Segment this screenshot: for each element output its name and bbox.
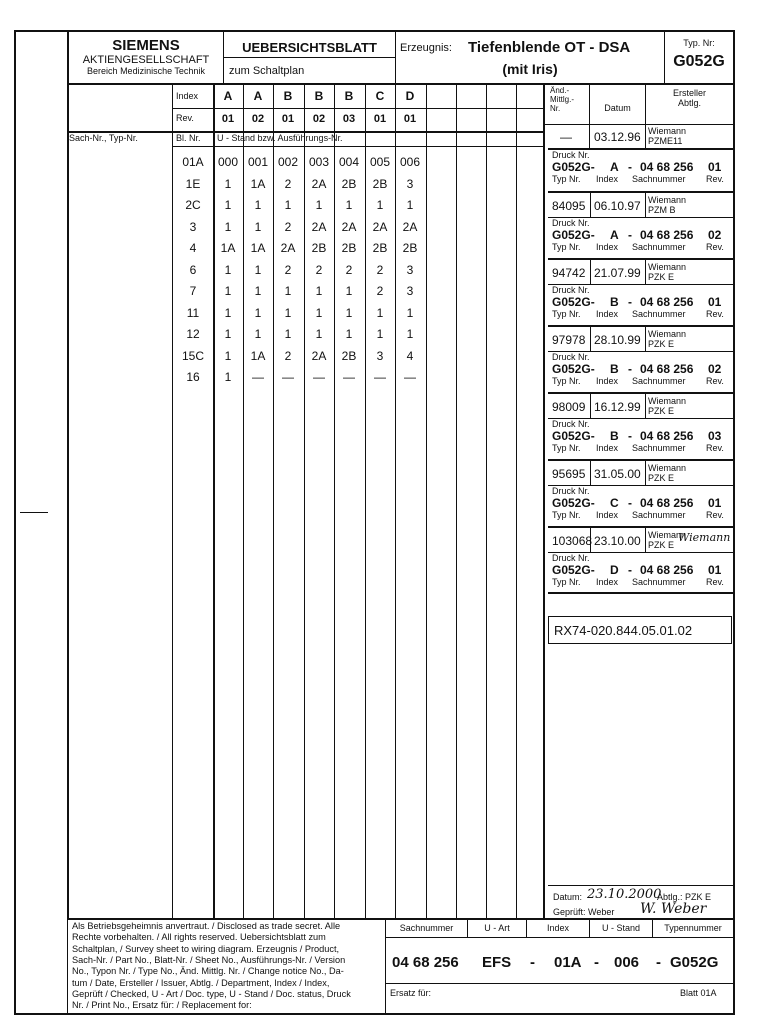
col-sachnummer: Sachnummer xyxy=(399,923,454,933)
ustand-cell: 2 xyxy=(284,219,292,234)
ustand-cell: 1 xyxy=(376,198,384,212)
ustand-cell: 2 xyxy=(315,262,323,277)
sheet-number: 2C xyxy=(185,198,201,212)
change-entry xyxy=(548,392,734,419)
change-issuer: Wiemann PZME11 xyxy=(648,126,687,146)
ustand-cell: 1 xyxy=(224,219,232,234)
druck-sach: 04 68 256 xyxy=(640,563,694,577)
abtlg-bottom: Abtlg.: PZK E xyxy=(657,892,712,902)
change-issuer: Wiemann PZK E xyxy=(648,463,687,483)
sub-typ-label: Typ Nr. xyxy=(552,376,581,386)
ustand-cell: 1A xyxy=(220,241,236,255)
rev-cell: 01 xyxy=(373,113,387,125)
ustand-cell: 1 xyxy=(224,348,232,363)
sub-typ-label: Typ Nr. xyxy=(552,577,581,587)
company-name: SIEMENS xyxy=(112,37,180,54)
change-entry xyxy=(548,124,734,148)
ustand-cell: 1 xyxy=(254,284,262,298)
sub-typ-label: Typ Nr. xyxy=(552,174,581,184)
ustand-cell: 2B xyxy=(402,241,418,255)
legal-line: Rechte vorbehalten. / All rights reserved. Uebersichtsblatt zum xyxy=(72,932,326,943)
rev-cell: 01 xyxy=(221,113,235,125)
sheet-number: 3 xyxy=(189,219,197,234)
ustand-cell: 2 xyxy=(284,348,292,363)
ustand-cell: 2A xyxy=(372,219,388,234)
val-uart: EFS xyxy=(482,954,512,971)
ustand-cell: 1 xyxy=(284,327,292,341)
ustand-cell: 1 xyxy=(376,327,384,341)
ustand-cell: 2 xyxy=(345,262,353,277)
sheet-number: 15C xyxy=(181,348,204,363)
change-date: 28.10.99 xyxy=(594,333,641,347)
ustand-cell: 2A xyxy=(280,241,296,255)
sub-typ-label: Typ Nr. xyxy=(552,242,581,252)
ustand-cell: 2A xyxy=(402,219,418,234)
ustand-cell: 000 xyxy=(217,155,239,169)
rev-label: Rev. xyxy=(176,113,194,123)
druck-index: B xyxy=(610,429,619,443)
ustand-cell: 1 xyxy=(224,198,232,212)
druck-typ: G052G- xyxy=(552,496,595,510)
ustand-cell: 2A xyxy=(311,219,327,234)
ustand-cell: 2B xyxy=(341,176,357,191)
change-issuer: Wiemann PZK E xyxy=(648,396,687,416)
ustand-cell: 1 xyxy=(254,262,262,277)
bl-nr-label: Bl. Nr. xyxy=(176,133,201,143)
sub-rev-label: Rev. xyxy=(706,242,724,252)
sheet-number: 16 xyxy=(186,370,200,384)
druck-rev: 01 xyxy=(708,295,722,309)
wiemann-signature: Wiemann xyxy=(678,531,731,544)
print-number-block xyxy=(548,417,734,457)
sub-index-label: Index xyxy=(596,242,619,252)
druck-rev: 02 xyxy=(708,228,722,242)
druck-dash: - xyxy=(628,429,632,443)
ustand-cell: 1 xyxy=(345,198,353,212)
aend-label: Änd.- Mittlg.- Nr. xyxy=(550,86,574,113)
ustand-cell: — xyxy=(404,370,416,384)
druck-index: A xyxy=(610,228,619,242)
sub-rev-label: Rev. xyxy=(706,443,724,453)
ustand-cell: 006 xyxy=(399,155,421,169)
rev-cell: 02 xyxy=(251,113,265,125)
ustand-cell: 1A xyxy=(250,176,266,191)
ustand-cell: 3 xyxy=(376,348,384,363)
col-ustand: U - Stand xyxy=(601,923,641,933)
druck-typ: G052G- xyxy=(552,563,595,577)
print-number-block xyxy=(548,216,734,256)
sub-sach-label: Sachnummer xyxy=(632,242,686,252)
druck-rev: 01 xyxy=(708,563,722,577)
change-entry xyxy=(548,191,734,218)
change-issuer: Wiemann PZM B xyxy=(648,195,687,215)
ustand-cell: 2A xyxy=(341,219,357,234)
sub-index-label: Index xyxy=(596,577,619,587)
druck-label: Druck Nr. xyxy=(552,553,590,563)
change-date: 03.12.96 xyxy=(594,130,641,144)
change-date: 23.10.00 xyxy=(594,534,641,548)
val-ustand: 006 xyxy=(614,954,640,971)
sheet-number: 4 xyxy=(189,241,197,255)
druck-index: D xyxy=(610,563,619,577)
sub-rev-label: Rev. xyxy=(706,174,724,184)
sub-rev-label: Rev. xyxy=(706,376,724,386)
datum-label: Datum xyxy=(604,103,631,113)
val-sachnummer: 04 68 256 xyxy=(392,954,459,971)
datum-bottom-label: Datum: xyxy=(553,892,583,902)
type-label: Typ. Nr: xyxy=(683,38,715,48)
ustand-cell: 1 xyxy=(254,305,262,320)
druck-sach: 04 68 256 xyxy=(640,295,694,309)
change-number: 97978 xyxy=(552,333,586,347)
druck-dash: - xyxy=(628,496,632,510)
sub-sach-label: Sachnummer xyxy=(632,577,686,587)
ustand-cell: 1 xyxy=(345,327,353,341)
ustand-cell: 1 xyxy=(315,284,323,298)
change-issuer: Wiemann PZK E xyxy=(648,262,687,282)
ustand-cell: 2 xyxy=(376,284,384,298)
department: Bereich Medizinische Technik xyxy=(87,66,205,76)
sheet-number: 12 xyxy=(186,327,200,341)
druck-label: Druck Nr. xyxy=(552,486,590,496)
ustand-cell: 1A xyxy=(250,241,266,255)
change-number: 84095 xyxy=(552,199,586,213)
ustand-cell: 1 xyxy=(345,305,353,320)
druck-typ: G052G- xyxy=(552,429,595,443)
change-number: 98009 xyxy=(552,400,586,414)
druck-sach: 04 68 256 xyxy=(640,362,694,376)
druck-dash: - xyxy=(628,228,632,242)
druck-sach: 04 68 256 xyxy=(640,160,694,174)
print-number-block xyxy=(548,283,734,323)
sheet-number: 7 xyxy=(189,284,197,298)
ustand-cell: 3 xyxy=(406,176,414,191)
index-cell: B xyxy=(344,89,354,103)
legal-line: No., Typon Nr. / Type No., Änd. Mittlg. Nr. / Change notice No., Da- xyxy=(72,966,344,977)
sub-sach-label: Sachnummer xyxy=(632,309,686,319)
change-number: 94742 xyxy=(552,266,586,280)
sub-index-label: Index xyxy=(596,376,619,386)
legal-line: Als Betriebsgeheimnis anvertraut. / Disclosed as trade secret. Alle xyxy=(72,921,341,931)
druck-rev: 01 xyxy=(708,496,722,510)
index-cell: A xyxy=(223,89,233,103)
sub-sach-label: Sachnummer xyxy=(632,510,686,520)
druck-typ: G052G- xyxy=(552,362,595,376)
druck-rev: 01 xyxy=(708,160,722,174)
change-number: 103068 xyxy=(552,534,593,548)
druck-dash: - xyxy=(628,563,632,577)
legal-line: Nr. / Print No., Ersatz für: / Replacement for: xyxy=(72,1000,252,1011)
doc-title: UEBERSICHTSBLATT xyxy=(242,40,377,55)
ustand-cell: 1 xyxy=(284,198,292,212)
datum-bottom-value: 23.10.2000 xyxy=(587,887,662,902)
type-value: G052G xyxy=(673,53,725,70)
ustand-cell: 2 xyxy=(376,262,384,277)
print-number-block xyxy=(548,148,734,188)
change-entry xyxy=(548,459,734,486)
change-date: 31.05.00 xyxy=(594,467,641,481)
legal-line: tum / Date, Ersteller / Issuer, Abtlg. / Department, Index / Index, xyxy=(72,977,330,988)
ustand-cell: — xyxy=(252,370,264,384)
ustand-cell: 1 xyxy=(224,262,232,277)
dash-1: - xyxy=(530,954,535,971)
ustand-cell: 1 xyxy=(406,327,414,341)
ustand-cell: 2 xyxy=(284,262,292,277)
druck-typ: G052G- xyxy=(552,160,595,174)
druck-label: Druck Nr. xyxy=(552,285,590,295)
druck-dash: - xyxy=(628,295,632,309)
ustand-cell: 1A xyxy=(250,348,266,363)
druck-dash: - xyxy=(628,160,632,174)
sub-index-label: Index xyxy=(596,174,619,184)
rx-code: RX74-020.844.05.01.02 xyxy=(554,623,693,638)
ersteller-label: Ersteller Abtlg. xyxy=(672,88,706,108)
col-uart: U - Art xyxy=(484,923,510,933)
druck-index: A xyxy=(610,160,619,174)
ustand-cell: 1 xyxy=(284,305,292,320)
doc-subtitle: zum Schaltplan xyxy=(229,65,305,77)
ustand-cell: — xyxy=(282,370,294,384)
ersatz-label: Ersatz für: xyxy=(390,988,432,998)
druck-label: Druck Nr. xyxy=(552,352,590,362)
sub-typ-label: Typ Nr. xyxy=(552,510,581,520)
sub-sach-label: Sachnummer xyxy=(632,443,686,453)
druck-sach: 04 68 256 xyxy=(640,429,694,443)
rev-cell: 01 xyxy=(403,113,417,125)
index-cell: A xyxy=(253,89,263,103)
dash-2: - xyxy=(594,954,599,971)
change-issuer: Wiemann PZK E xyxy=(648,329,687,349)
druck-sach: 04 68 256 xyxy=(640,496,694,510)
ustand-cell: 4 xyxy=(406,348,414,363)
ustand-cell: 3 xyxy=(406,262,414,277)
sub-rev-label: Rev. xyxy=(706,577,724,587)
ustand-cell: 1 xyxy=(315,198,323,212)
druck-index: B xyxy=(610,362,619,376)
ustand-cell: 003 xyxy=(308,155,330,169)
change-date: 06.10.97 xyxy=(594,199,641,213)
ustand-cell: 1 xyxy=(224,176,232,191)
change-issuer: Wiemann PZK E xyxy=(648,530,687,550)
change-entry xyxy=(548,258,734,285)
ustand-cell: 1 xyxy=(254,219,262,234)
rev-cell: 03 xyxy=(342,113,356,125)
index-cell: B xyxy=(283,89,293,103)
ustand-cell: 005 xyxy=(369,155,391,169)
ustand-cell: 2B xyxy=(372,176,388,191)
ustand-cell: 2A xyxy=(311,348,327,363)
rx-code-box xyxy=(548,616,732,644)
index-label: Index xyxy=(176,91,199,101)
sub-rev-label: Rev. xyxy=(706,309,724,319)
change-date: 21.07.99 xyxy=(594,266,641,280)
druck-rev: 02 xyxy=(708,362,722,376)
ustand-cell: 1 xyxy=(254,327,262,341)
index-cell: C xyxy=(375,89,385,103)
sheet-number: 1E xyxy=(185,176,201,191)
rev-cell: 02 xyxy=(312,113,326,125)
ustand-cell: 1 xyxy=(315,327,323,341)
blatt-number: Blatt 01A xyxy=(680,988,717,998)
sheet-number: 6 xyxy=(189,262,197,277)
ustand-cell: — xyxy=(313,370,325,384)
geprueft-label: Geprüft: Weber xyxy=(553,907,615,917)
sheet-number: 01A xyxy=(182,155,204,169)
ustand-cell: 2B xyxy=(372,241,388,255)
ustand-cell: 1 xyxy=(284,284,292,298)
ustand-cell: 3 xyxy=(406,284,414,298)
ustand-cell: 1 xyxy=(224,327,232,341)
ustand-label: U - Stand bzw. Ausführungs-Nr. xyxy=(217,133,343,143)
index-cell: B xyxy=(314,89,324,103)
sach-typ-label: Sach-Nr., Typ-Nr. xyxy=(69,133,138,143)
druck-index: B xyxy=(610,295,619,309)
sub-index-label: Index xyxy=(596,309,619,319)
sub-index-label: Index xyxy=(596,443,619,453)
ustand-cell: 1 xyxy=(254,198,262,212)
index-cell: D xyxy=(405,89,415,103)
ustand-cell: 2A xyxy=(311,176,327,191)
ustand-cell: 1 xyxy=(315,305,323,320)
ustand-cell: 1 xyxy=(224,305,232,320)
sub-sach-label: Sachnummer xyxy=(632,174,686,184)
geprueft-signature: W. Weber xyxy=(640,901,707,917)
druck-dash: - xyxy=(628,362,632,376)
ustand-cell: 1 xyxy=(345,284,353,298)
ustand-cell: 1 xyxy=(224,284,232,298)
dash-3: - xyxy=(656,954,661,971)
ustand-cell: 1 xyxy=(224,370,232,384)
sub-typ-label: Typ Nr. xyxy=(552,443,581,453)
print-number-block xyxy=(548,350,734,390)
company-sub: AKTIENGESELLSCHAFT xyxy=(82,54,210,66)
val-index: 01A xyxy=(554,954,582,971)
ustand-cell: 1 xyxy=(406,305,414,320)
val-typennummer: G052G xyxy=(670,954,719,971)
sub-sach-label: Sachnummer xyxy=(632,376,686,386)
druck-typ: G052G- xyxy=(552,228,595,242)
ustand-cell: 001 xyxy=(247,155,269,169)
druck-label: Druck Nr. xyxy=(552,150,590,160)
print-number-block xyxy=(548,551,734,591)
product-label: Erzeugnis: xyxy=(400,42,452,54)
sub-rev-label: Rev. xyxy=(706,510,724,520)
sheet-number: 11 xyxy=(186,305,200,320)
change-number: 95695 xyxy=(552,467,586,481)
druck-label: Druck Nr. xyxy=(552,419,590,429)
change-number: — xyxy=(560,130,572,144)
legal-line: Schaltplan, / Survey sheet to wiring diagram. Erzeugnis / Product, xyxy=(72,943,340,954)
sub-typ-label: Typ Nr. xyxy=(552,309,581,319)
ustand-cell: — xyxy=(343,370,355,384)
legal-line: Sach-Nr. / Part No., Blatt-Nr. / Sheet No., Ausführungs-Nr. / Version xyxy=(72,954,346,965)
sub-index-label: Index xyxy=(596,510,619,520)
ustand-cell: 2B xyxy=(341,241,357,255)
rev-cell: 01 xyxy=(281,113,295,125)
druck-index: C xyxy=(610,496,619,510)
ustand-cell: 1 xyxy=(376,305,384,320)
product-variant: (mit Iris) xyxy=(502,61,558,77)
change-date: 16.12.99 xyxy=(594,400,641,414)
legal-line: Geprüft / Checked, U - Art / Doc. type, U - Stand / Doc. status, Druck xyxy=(72,988,351,999)
col-index: Index xyxy=(546,923,570,933)
change-entry xyxy=(548,325,734,352)
ustand-cell: 004 xyxy=(338,155,360,169)
ustand-cell: 1 xyxy=(406,198,414,212)
druck-label: Druck Nr. xyxy=(552,218,590,228)
druck-typ: G052G- xyxy=(552,295,595,309)
col-typennummer: Typennummer xyxy=(664,923,722,933)
ustand-cell: — xyxy=(374,370,386,384)
product-name: Tiefenblende OT - DSA xyxy=(468,39,631,56)
druck-rev: 03 xyxy=(708,429,722,443)
ustand-cell: 2B xyxy=(341,348,357,363)
ustand-cell: 002 xyxy=(277,155,299,169)
ustand-cell: 2 xyxy=(284,176,292,191)
ustand-cell: 2B xyxy=(311,241,327,255)
druck-sach: 04 68 256 xyxy=(640,228,694,242)
print-number-block xyxy=(548,484,734,524)
